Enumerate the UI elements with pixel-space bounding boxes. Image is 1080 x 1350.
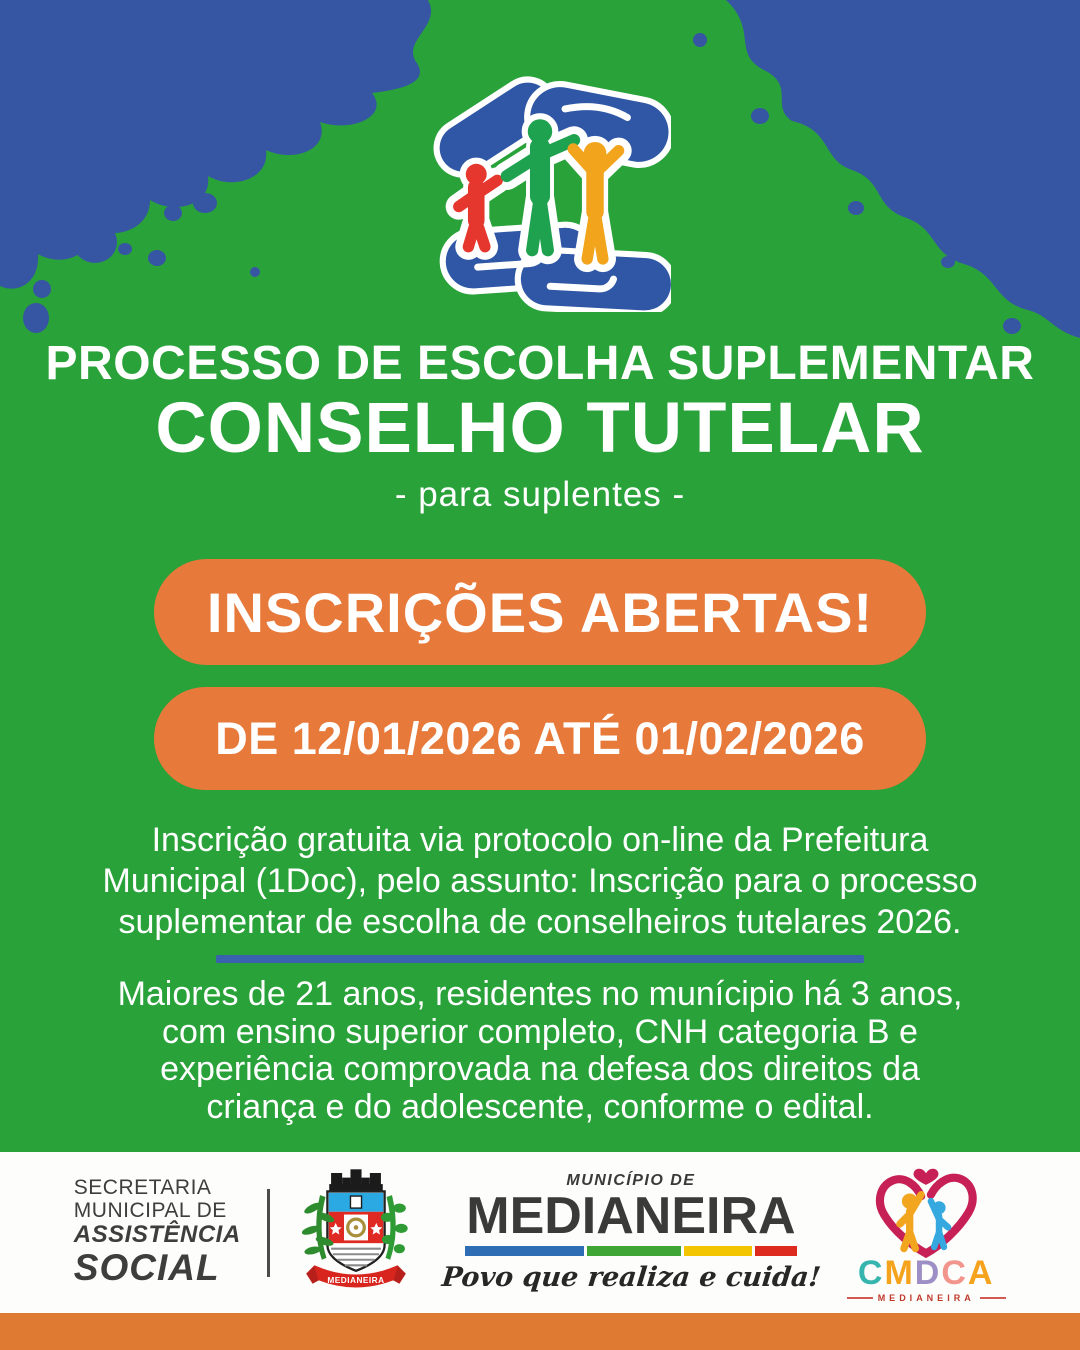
heart-outline — [880, 1178, 973, 1254]
cmdca-subtitle — [847, 1293, 1006, 1303]
cmdca-letter: D — [914, 1254, 942, 1292]
rule-right — [980, 1297, 1006, 1299]
footer-logo-strip — [0, 1152, 1080, 1313]
stripe-green — [587, 1246, 681, 1256]
municipio-block — [442, 1172, 821, 1292]
stripe-yellow — [684, 1246, 752, 1256]
cmdca-letter: A — [967, 1254, 995, 1292]
body1-line: Inscrição gratuita via protocolo on-line da Prefeitura — [151, 821, 929, 859]
body-paragraph-1 — [0, 820, 1080, 943]
secretaria-line2: MUNICIPAL DE — [73, 1198, 227, 1222]
secretaria-line4: SOCIAL — [73, 1247, 220, 1289]
secretaria-line1: SECRETARIA — [73, 1175, 212, 1199]
bottom-accent-bar — [0, 1313, 1080, 1350]
mural-crown — [329, 1169, 383, 1191]
cmdca-wordmark — [858, 1256, 995, 1290]
municipio-kicker: MUNICÍPIO DE — [566, 1172, 696, 1190]
secretaria-line3: ASSISTÊNCIA — [73, 1221, 241, 1249]
body2-line: criança e do adolescente, conforme o edital. — [206, 1087, 874, 1126]
subtitle: - para suplentes - — [394, 475, 686, 515]
section-divider — [216, 955, 864, 963]
municipio-name: MEDIANEIRA — [466, 1187, 796, 1246]
cmdca-block — [846, 1162, 1006, 1303]
body2-line: experiência comprovada na defesa dos direitos da — [160, 1050, 920, 1088]
cmdca-letter: C — [941, 1254, 968, 1292]
body1-line: Municipal (1Doc), pelo assunto: Inscrição para o processo — [102, 862, 978, 900]
adult-figure — [900, 1193, 921, 1248]
body2-line: Maiores de 21 anos, residentes no munícipio há 3 anos, — [117, 975, 963, 1013]
stripe-red — [755, 1246, 797, 1256]
body2-line: com ensino superior completo, CNH categoria B e — [162, 1012, 918, 1051]
paint-splash-top-left — [0, 0, 431, 289]
cmdca-letter: M — [884, 1254, 915, 1292]
title-line-1: PROCESSO DE ESCOLHA SUPLEMENTAR — [45, 337, 1035, 390]
title-line-2: CONSELHO TUTELAR — [155, 388, 925, 468]
cmdca-heart-icon — [867, 1162, 985, 1260]
badge-inscricoes-abertas: INSCRIÇÕES ABERTAS! — [154, 559, 926, 665]
small-heart — [914, 1169, 939, 1185]
body1-line: suplementar de escolha de conselheiros tutelares 2026. — [118, 903, 962, 941]
title-block — [0, 338, 1080, 515]
crest-ribbon-text: MEDIANEIRA — [327, 1274, 385, 1285]
cmdca-letter: C — [857, 1254, 885, 1292]
conselho-tutelar-logo — [409, 40, 671, 312]
secretaria-block — [74, 1177, 241, 1288]
paint-splash-top-right — [726, 0, 1080, 338]
stripe-blue — [465, 1246, 585, 1256]
badge-date-range: DE 12/01/2026 ATÉ 01/02/2026 — [154, 687, 926, 790]
flag-stripe — [465, 1246, 797, 1256]
medianeira-crest-icon — [296, 1159, 416, 1307]
rule-left — [847, 1297, 873, 1299]
body-paragraph-2 — [0, 976, 1080, 1126]
cmdca-subtitle-text: MEDIANEIRA — [877, 1293, 975, 1303]
footer-vertical-divider — [267, 1189, 270, 1277]
municipio-slogan: Povo que realiza e cuida! — [440, 1261, 822, 1293]
